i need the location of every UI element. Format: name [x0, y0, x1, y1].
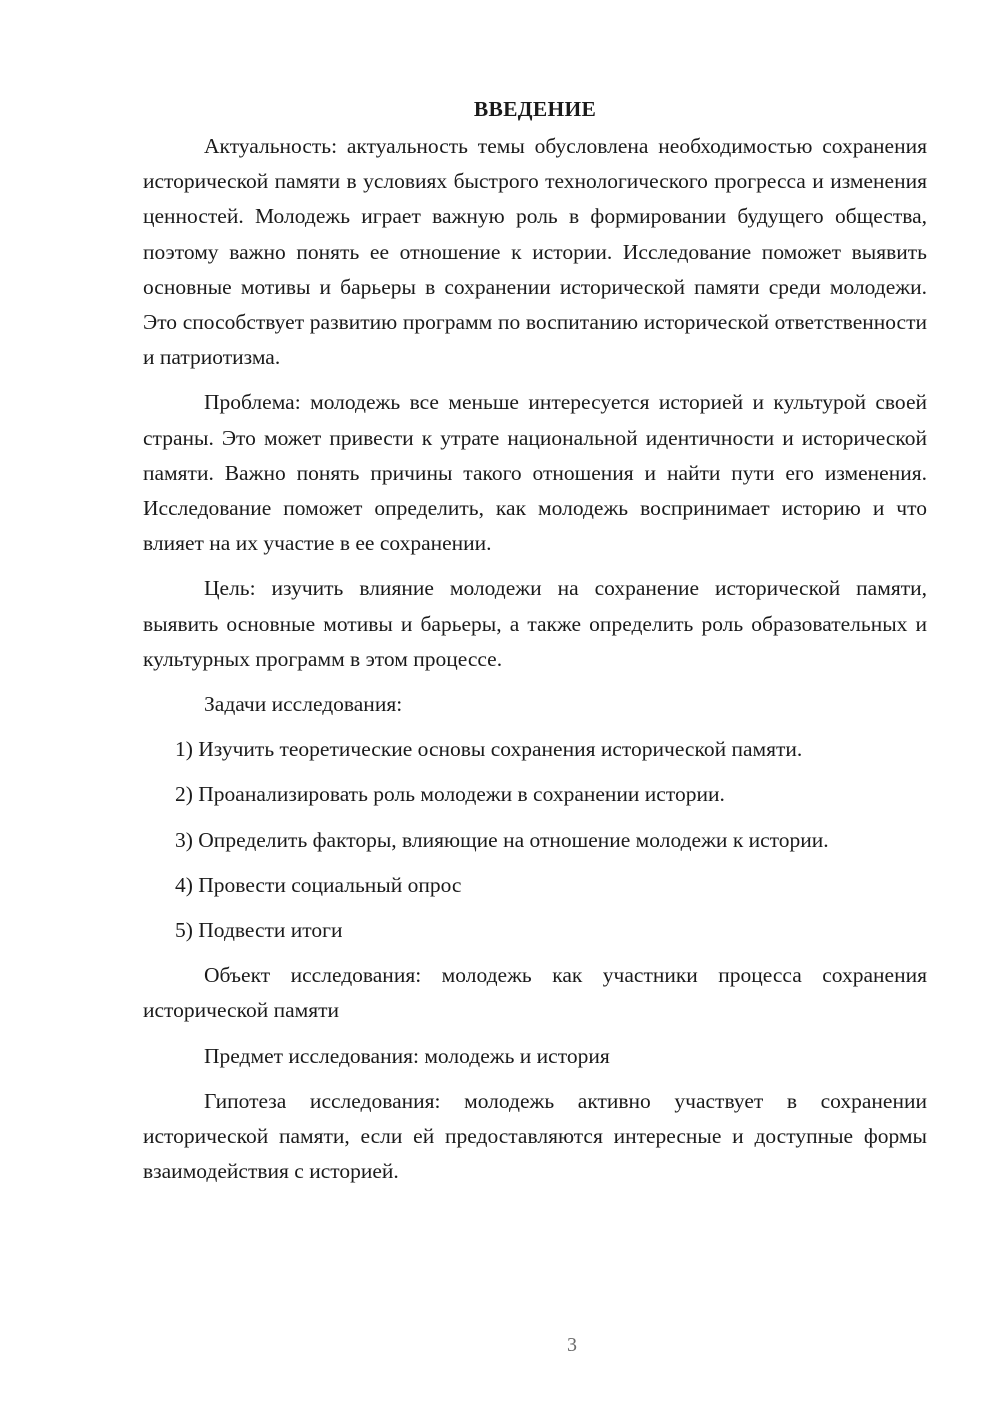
task-item-5: 5) Подвести итоги [175, 918, 343, 943]
task-item-2: 2) Проанализировать роль молодежи в сохранении истории. [175, 782, 725, 807]
task-item-1: 1) Изучить теоретические основы сохранения исторической памяти. [175, 737, 803, 762]
page-content [143, 92, 927, 1199]
paragraph-object: Объект исследования: молодежь как участники процесса сохранения исторической памяти [143, 963, 927, 1023]
page-number: 3 [567, 1334, 577, 1356]
paragraph-problem: Проблема: молодежь все меньше интересуется историей и культурой своей страны. Это может привести к утрате национальной идентичности и исторической памяти. Важно понять причины такого отношения и найти пути его изменения. Исследование поможет определить, как молодежь воспринимает историю и что влияет на их участие в ее сохранении. [143, 390, 927, 556]
paragraph-relevance: Актуальность: актуальность темы обусловлена необходимостью сохранения исторической памяти в условиях быстрого технологического прогресса и изменения ценностей. Молодежь играет важную роль в формировании будущего общества, поэтому важно понять ее отношение к истории. Исследование поможет выявить основные мотивы и барьеры в сохранении исторической памяти среди молодежи. Это способствует развитию программ по воспитанию исторической ответственности и патриотизма. [143, 134, 927, 370]
paragraph-subject: Предмет исследования: молодежь и история [204, 1043, 610, 1068]
section-title: ВВЕДЕНИЕ [473, 97, 597, 121]
task-item-3: 3) Определить факторы, влияющие на отношение молодежи к истории. [175, 827, 829, 852]
task-item-4: 4) Провести социальный опрос [175, 872, 462, 897]
paragraph-goal: Цель: изучить влияние молодежи на сохранение исторической памяти, выявить основные мотивы и барьеры, а также определить роль образовательных и культурных программ в этом процессе. [143, 576, 927, 671]
paragraph-hypothesis: Гипотеза исследования: молодежь активно участвует в сохранении исторической памяти, если ей предоставляются интересные и доступные формы взаимодействия с историей. [143, 1088, 927, 1184]
paragraph-tasks-heading: Задачи исследования: [204, 692, 403, 717]
